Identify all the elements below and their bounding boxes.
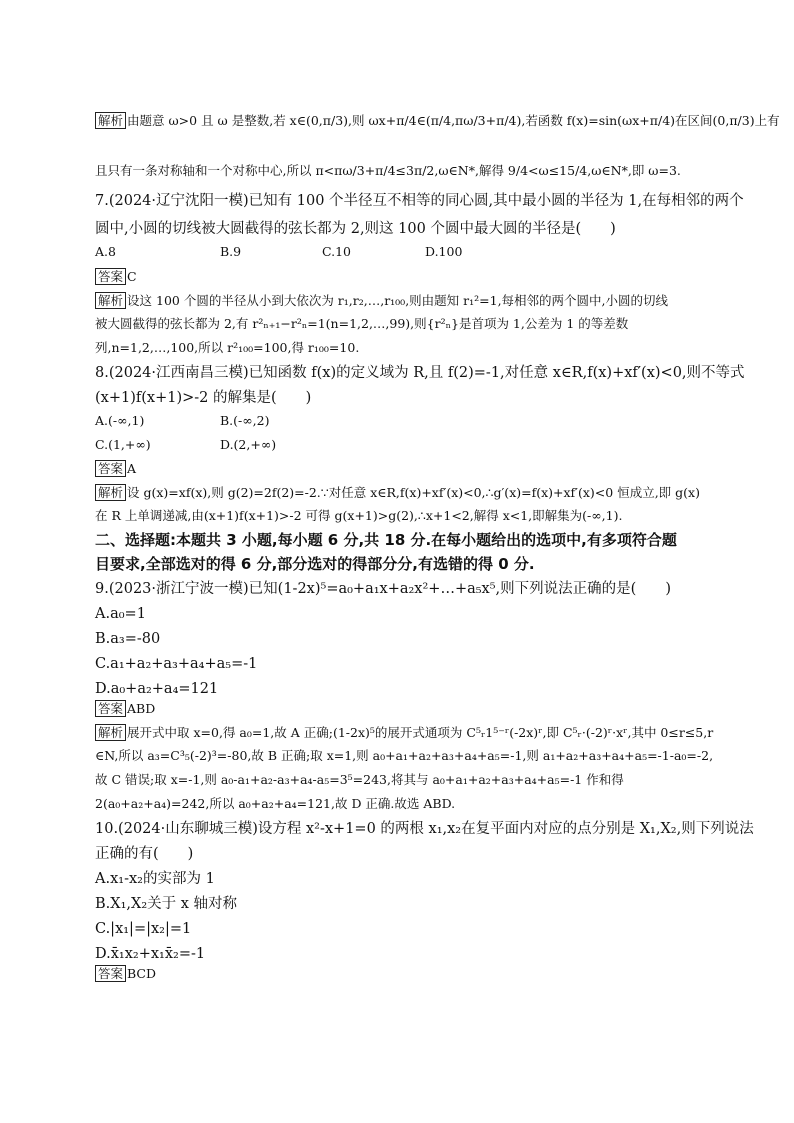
answer-tag: 答案: [95, 965, 126, 982]
answer-tag: 答案: [95, 268, 126, 285]
text-line: [95, 389, 311, 407]
line-text: 列,n=1,2,…,100,所以 r²₁₀₀=100,得 r₁₀₀=10.: [95, 340, 360, 355]
text-line: [95, 316, 628, 332]
text-line: [95, 796, 455, 812]
text-line: [95, 556, 535, 572]
analysis-tag: 解析: [95, 724, 126, 741]
text-line: [95, 580, 671, 598]
text-line: [95, 772, 624, 788]
line-text: 9.(2023·浙江宁波一模)已知(1-2x)⁵=a₀+a₁x+a₂x²+…+a₅x⁵,则下列说法正确的是( ): [95, 581, 671, 597]
line-text: 7.(2024·辽宁沈阳一模)已知有 100 个半径互不相等的同心圆,其中最小圆的半径为 1,在每相邻的两个: [95, 193, 744, 209]
text-line: [95, 895, 237, 913]
line-text: 设这 100 个圆的半径从小到大依次为 r₁,r₂,…,r₁₀₀,则由题知 r₁²=1,每相邻的两个圆中,小圆的切线: [127, 293, 669, 308]
answer-tag: 答案: [95, 700, 126, 717]
choice-option: A.(-∞,1): [95, 413, 145, 428]
text-line: [95, 364, 745, 382]
line-text: 故 C 错误;取 x=-1,则 a₀-a₁+a₂-a₃+a₄-a₅=3⁵=243,将其与 a₀+a₁+a₂+a₃+a₄+a₅=-1 作和得: [95, 772, 624, 787]
line-text: BCD: [127, 966, 157, 981]
text-line: [95, 630, 160, 648]
line-text: B.a₃=-80: [95, 631, 161, 647]
text-line: [95, 965, 156, 982]
line-text: 由题意 ω>0 且 ω 是整数,若 x∈(0,π/3),则 ωx+π/4∈(π/4,πω/3+π/4),若函数 f(x)=sin(ωx+π/4)在区间(0,π/3)上有: [127, 113, 780, 128]
choice-option: D.(2,+∞): [220, 437, 277, 452]
line-text: 正确的有( ): [95, 846, 194, 862]
line-text: 且只有一条对称轴和一个对称中心,所以 π<πω/3+π/4≤3π/2,ω∈N*,解得 9/4<ω≤15/4,ω∈N*,即 ω=3.: [95, 163, 681, 178]
line-text: 被大圆截得的弦长都为 2,有 r²ₙ₊₁−r²ₙ=1(n=1,2,…,99),则{r²ₙ}是首项为 1,公差为 1 的等差数: [95, 316, 629, 331]
line-text: C.|x₁|=|x₂|=1: [95, 921, 192, 937]
line-text: D.a₀+a₂+a₄=121: [95, 681, 219, 697]
text-line: [95, 292, 668, 309]
choice-option: C.10: [322, 244, 351, 259]
text-line: [95, 460, 136, 477]
analysis-tag: 解析: [95, 484, 126, 501]
choice-option: B.(-∞,2): [220, 413, 270, 428]
line-text: 展开式中取 x=0,得 a₀=1,故 A 正确;(1-2x)⁵的展开式通项为 C⁵ᵣ1⁵⁻ʳ(-2x)ʳ,即 C⁵ᵣ·(-2)ʳ·xʳ,其中 0≤r≤5,r: [127, 725, 714, 740]
line-text: 目要求,全部选对的得 6 分,部分选对的得部分分,有选错的得 0 分.: [95, 555, 535, 573]
analysis-tag: 解析: [95, 292, 126, 309]
text-line: [95, 700, 155, 717]
line-text: ∈N,所以 a₃=C³₅(-2)³=-80,故 B 正确;取 x=1,则 a₀+a₁+a₂+a₃+a₄+a₅=-1,则 a₁+a₂+a₃+a₄+a₅=-1-a₀=-2,: [95, 748, 714, 763]
line-text: 10.(2024·山东聊城三模)设方程 x²-x+1=0 的两根 x₁,x₂在复平面内对应的点分别是 X₁,X₂,则下列说法: [95, 821, 754, 837]
line-text: (x+1)f(x+1)>-2 的解集是( ): [95, 390, 312, 406]
text-line: [95, 340, 359, 356]
text-line: [95, 508, 622, 524]
line-text: A.a₀=1: [95, 606, 146, 622]
text-line: [95, 163, 681, 179]
line-text: 圆中,小圆的切线被大圆截得的弦长都为 2,则这 100 个圆中最大圆的半径是( ): [95, 221, 616, 237]
text-line: [95, 820, 754, 838]
text-line: [95, 724, 713, 741]
text-line: [95, 945, 205, 963]
text-line: [95, 192, 744, 210]
choice-option: D.100: [425, 244, 463, 259]
line-text: A: [127, 461, 137, 476]
text-line: [95, 845, 193, 863]
text-line: [95, 680, 218, 698]
choice-option: A.8: [95, 244, 116, 259]
analysis-tag: 解析: [95, 112, 126, 129]
choice-option: C.(1,+∞): [95, 437, 151, 452]
text-line: [95, 655, 257, 673]
text-line: [95, 870, 215, 888]
text-line: [95, 268, 137, 285]
text-line: [95, 112, 780, 129]
text-line: [95, 484, 700, 501]
text-line: [95, 748, 713, 764]
line-text: 设 g(x)=xf(x),则 g(2)=2f(2)=-2.∵对任意 x∈R,f(x)+xf′(x)<0,∴g′(x)=f(x)+xf′(x)<0 恒成立,即 g(x): [127, 485, 700, 500]
choice-option: B.9: [220, 244, 242, 259]
line-text: B.X₁,X₂关于 x 轴对称: [95, 896, 238, 912]
line-text: A.x₁-x₂的实部为 1: [95, 871, 215, 887]
line-text: 在 R 上单调递减,由(x+1)f(x+1)>-2 可得 g(x+1)>g(2),∴x+1<2,解得 x<1,即解集为(-∞,1).: [95, 508, 623, 523]
answer-tag: 答案: [95, 460, 126, 477]
line-text: D.x̄₁x₂+x₁x̄₂=-1: [95, 946, 206, 962]
text-line: [95, 920, 191, 938]
text-line: [95, 532, 677, 548]
line-text: 2(a₀+a₂+a₄)=242,所以 a₀+a₂+a₄=121,故 D 正确.故选 ABD.: [95, 796, 456, 811]
text-line: [95, 605, 146, 623]
line-text: C: [127, 269, 137, 284]
line-text: 二、选择题:本题共 3 小题,每小题 6 分,共 18 分.在每小题给出的选项中,有多项符合题: [95, 531, 677, 549]
line-text: 8.(2024·江西南昌三模)已知函数 f(x)的定义域为 R,且 f(2)=-1,对任意 x∈R,f(x)+xf′(x)<0,则不等式: [95, 365, 745, 381]
line-text: C.a₁+a₂+a₃+a₄+a₅=-1: [95, 656, 258, 672]
text-line: [95, 220, 616, 238]
line-text: ABD: [127, 701, 156, 716]
